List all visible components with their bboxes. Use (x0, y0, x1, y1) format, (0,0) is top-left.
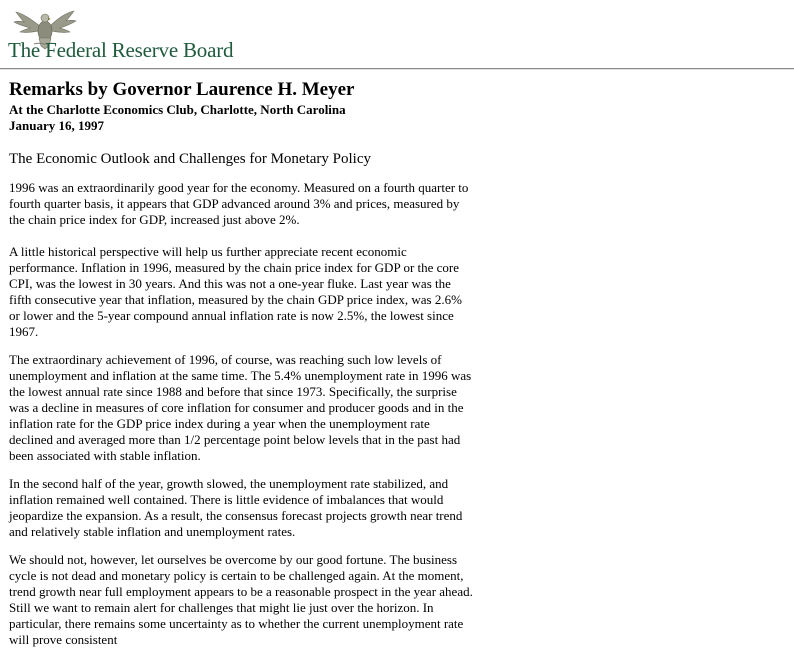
paragraph: We should not, however, let ourselves be overcome by our good fortune. The business cycle is not dead and monetary policy is certain to be challenged again. At the moment, trend growth near full employment appears to be a reasonable prospect in the year ahead. Still we want to remain alert for challenges that might lie just over the horizon. In particular, there remains some uncertainty as to whether the current unemployment rate will prove consistent (9, 552, 473, 647)
paragraph: In the second half of the year, growth slowed, the unemployment rate stabilized, and inflation remained well contained. There is little evidence of imbalances that would jeopardize the expansion. As a result, the consensus forecast projects growth near trend and relatively stable inflation and unemployment rates. (9, 476, 463, 539)
page-title: Remarks by Governor Laurence H. Meyer (9, 79, 355, 100)
site-header (4, 4, 234, 64)
date-line: January 16, 1997 (9, 118, 104, 133)
paragraph: 1996 was an extraordinarily good year for the economy. Measured on a fourth quarter to fourth quarter basis, it appears that GDP advanced around 3% and prices, measured by the chain price index for GDP, increased just above 2%. (9, 180, 469, 227)
paragraph: A little historical perspective will help us further appreciate recent economic performance. Inflation in 1996, measured by the chain price index for GDP or the core CPI, was the lowest in 30 years. And this was not a one-year fluke. Last year was the fifth consecutive year that inflation, measured by the chain GDP price index, was 2.6% or lower and the 5-year compound annual inflation rate is now 2.5%, the lowest since 1967. (9, 244, 462, 339)
speech-title: The Economic Outlook and Challenges for Monetary Policy (9, 151, 371, 167)
header-divider (0, 68, 794, 70)
paragraph: The extraordinary achievement of 1996, of course, was reaching such low levels of unemployment and inflation at the same time. The 5.4% unemployment rate in 1996 was the lowest annual rate since 1988 and before that since 1973. Specifically, the surprise was a decline in measures of core inflation for consumer and producer goods and in the inflation rate for the GDP price index during a year when the unemployment rate declined and averaged more than 1/2 percentage point below levels that in the past had been associated with stable inflation. (9, 352, 472, 463)
venue-line: At the Charlotte Economics Club, Charlotte, North Carolina (9, 102, 346, 117)
site-brand[interactable]: The Federal Reserve Board (8, 38, 234, 62)
speech-content (9, 78, 475, 648)
